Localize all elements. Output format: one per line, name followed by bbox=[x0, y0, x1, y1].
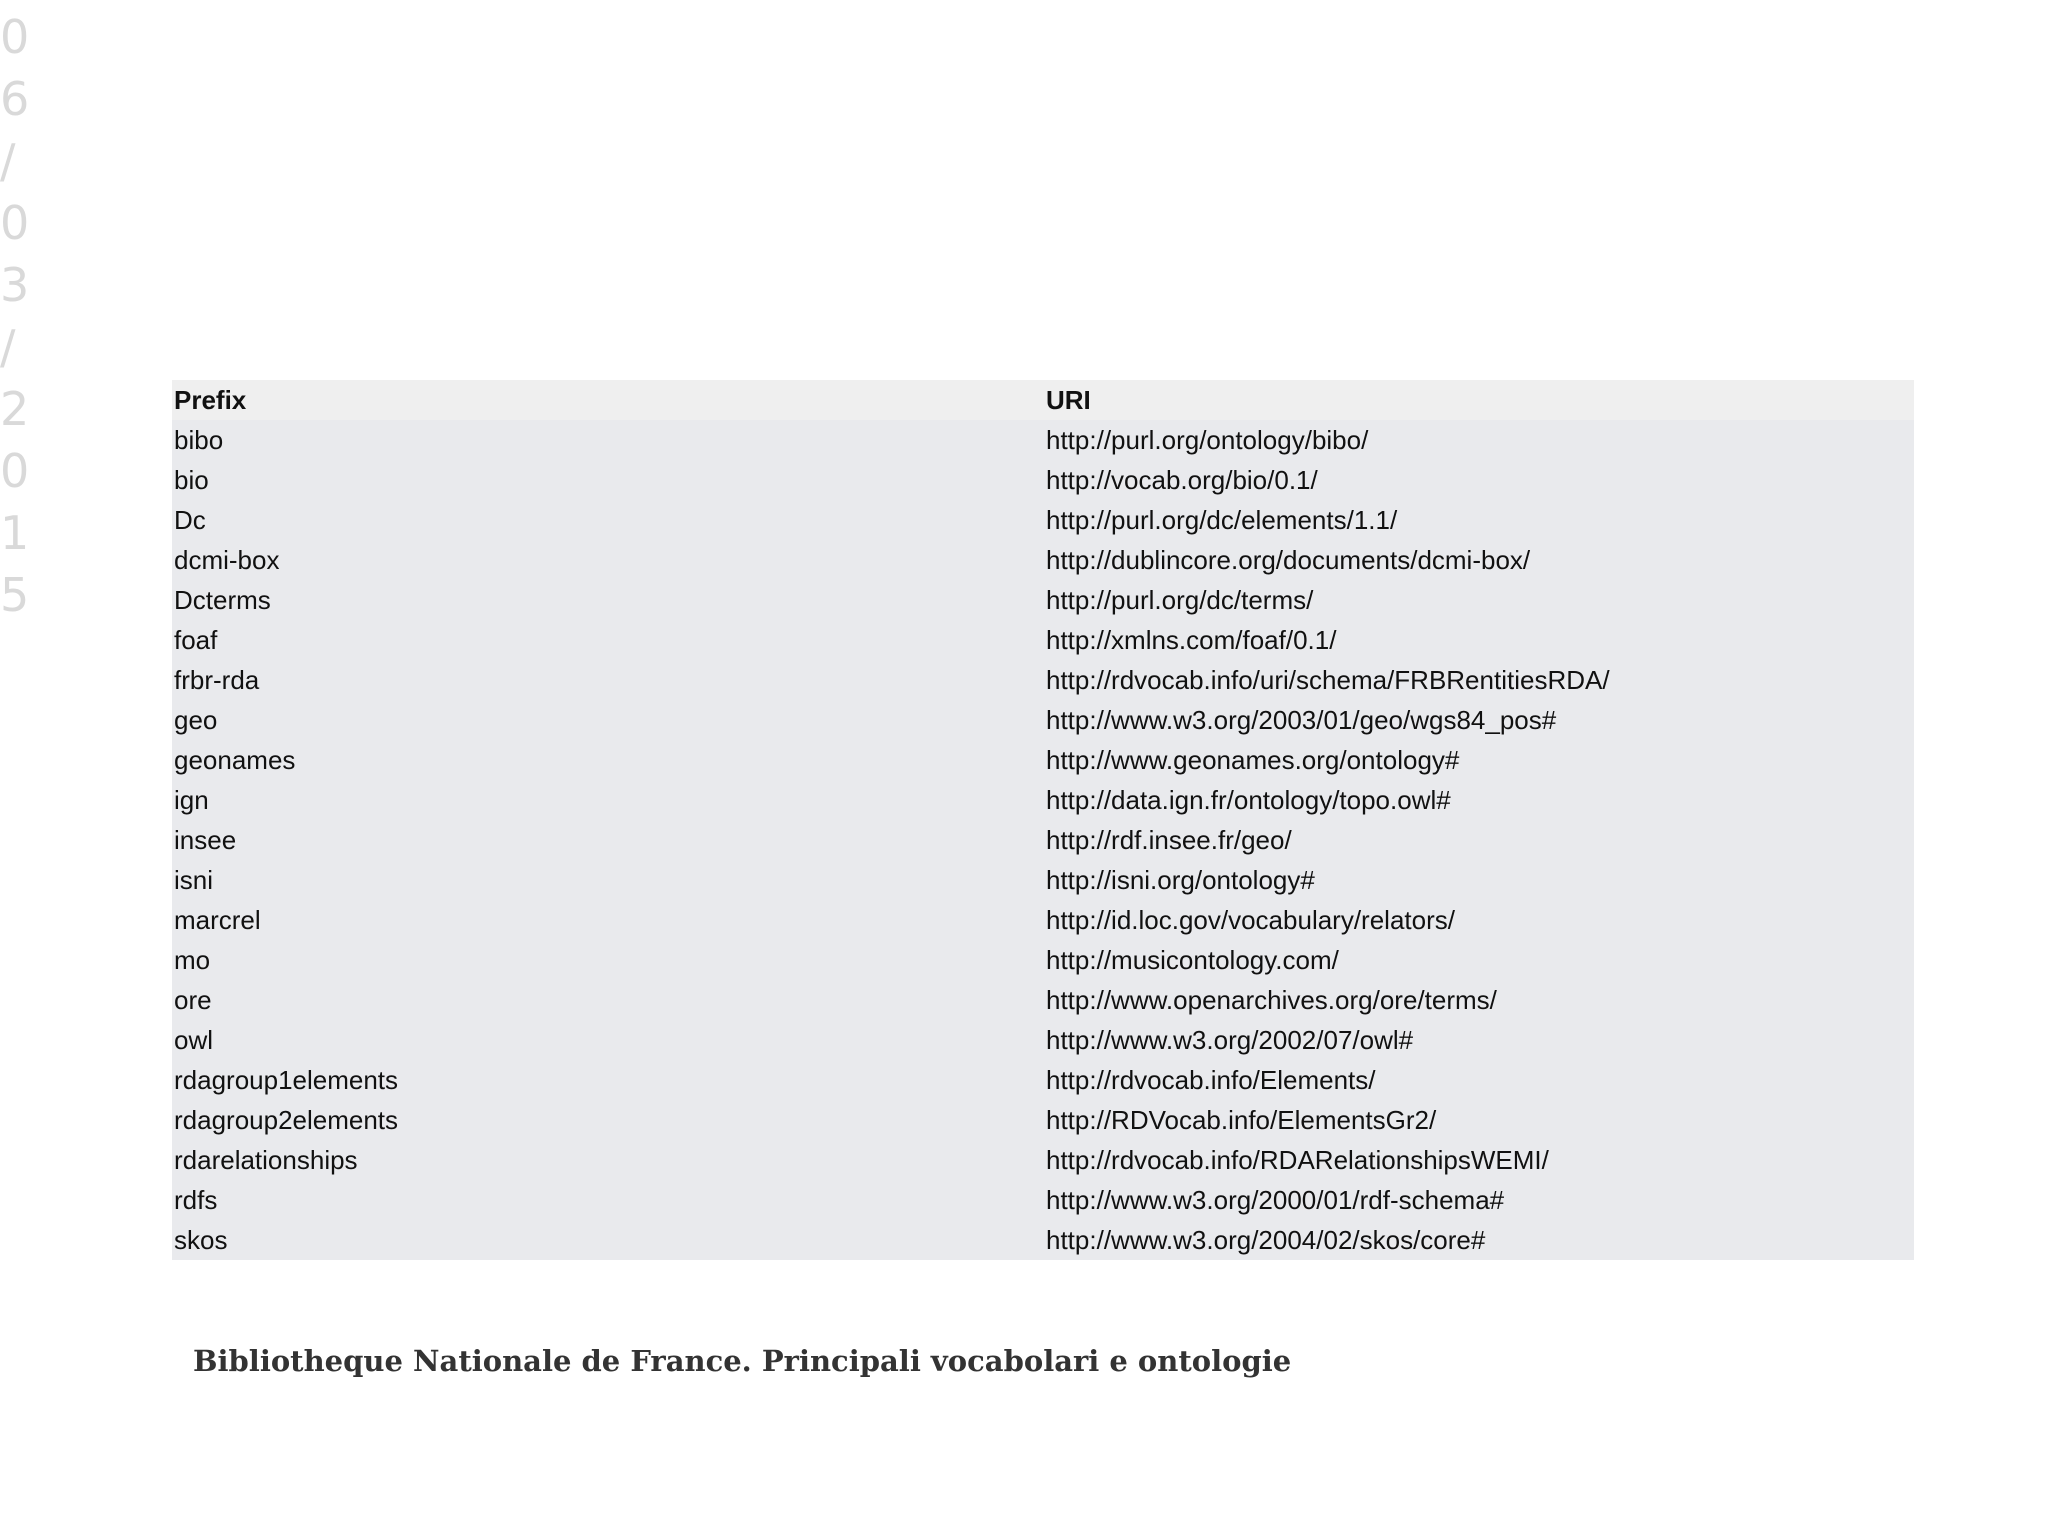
cell-prefix: mo bbox=[174, 945, 211, 975]
cell-prefix: bio bbox=[174, 465, 209, 495]
cell-uri: http://dublincore.org/documents/dcmi-box/ bbox=[1046, 545, 1531, 575]
cell-uri: http://www.openarchives.org/ore/terms/ bbox=[1046, 985, 1497, 1015]
table-row bbox=[172, 1220, 1914, 1260]
cell-uri: http://purl.org/dc/terms/ bbox=[1046, 585, 1314, 615]
cell-prefix: owl bbox=[174, 1025, 214, 1055]
cell-prefix: rdagroup1elements bbox=[174, 1065, 399, 1095]
cell-uri: http://RDVocab.info/ElementsGr2/ bbox=[1046, 1105, 1437, 1135]
cell-prefix: foaf bbox=[174, 625, 218, 655]
slide-date-char: 0 bbox=[0, 196, 30, 250]
table-row bbox=[172, 980, 1914, 1020]
slide-date-char: 1 bbox=[0, 506, 30, 560]
vocabulary-table bbox=[172, 380, 1914, 1260]
cell-prefix: ign bbox=[174, 785, 209, 815]
table-row bbox=[172, 740, 1914, 780]
cell-uri: http://isni.org/ontology# bbox=[1046, 865, 1315, 895]
cell-prefix: skos bbox=[174, 1225, 228, 1255]
cell-uri: http://www.w3.org/2004/02/skos/core# bbox=[1046, 1225, 1486, 1255]
header-prefix: Prefix bbox=[174, 385, 247, 415]
table-row bbox=[172, 820, 1914, 860]
slide-date bbox=[0, 6, 30, 626]
cell-prefix: insee bbox=[174, 825, 237, 855]
cell-prefix: geonames bbox=[174, 745, 296, 775]
cell-uri: http://www.w3.org/2002/07/owl# bbox=[1046, 1025, 1414, 1055]
cell-uri: http://purl.org/ontology/bibo/ bbox=[1046, 425, 1369, 455]
cell-uri: http://rdvocab.info/RDARelationshipsWEMI/ bbox=[1046, 1145, 1549, 1175]
slide-date-char: / bbox=[0, 320, 16, 374]
table-row bbox=[172, 660, 1914, 700]
cell-prefix: isni bbox=[174, 865, 214, 895]
cell-prefix: frbr-rda bbox=[174, 665, 260, 695]
table-row bbox=[172, 540, 1914, 580]
cell-uri: http://rdvocab.info/uri/schema/FRBRentitiesRDA/ bbox=[1046, 665, 1610, 695]
cell-uri: http://www.w3.org/2000/01/rdf-schema# bbox=[1046, 1185, 1505, 1215]
table-row bbox=[172, 620, 1914, 660]
cell-uri: http://www.geonames.org/ontology# bbox=[1046, 745, 1460, 775]
table-row bbox=[172, 1140, 1914, 1180]
cell-prefix: bibo bbox=[174, 425, 224, 455]
cell-prefix: Dc bbox=[174, 505, 206, 535]
slide-date-char: 5 bbox=[0, 568, 30, 622]
table-row bbox=[172, 1020, 1914, 1060]
slide-date-char: / bbox=[0, 134, 16, 188]
cell-prefix: rdarelationships bbox=[174, 1145, 358, 1175]
table-row bbox=[172, 460, 1914, 500]
table-row bbox=[172, 500, 1914, 540]
cell-prefix: rdagroup2elements bbox=[174, 1105, 399, 1135]
table-row bbox=[172, 1060, 1914, 1100]
table-header-row bbox=[172, 380, 1914, 420]
table-row bbox=[172, 900, 1914, 940]
cell-prefix: Dcterms bbox=[174, 585, 271, 615]
cell-uri: http://xmlns.com/foaf/0.1/ bbox=[1046, 625, 1337, 655]
cell-uri: http://rdvocab.info/Elements/ bbox=[1046, 1065, 1376, 1095]
table-row bbox=[172, 580, 1914, 620]
cell-uri: http://id.loc.gov/vocabulary/relators/ bbox=[1046, 905, 1455, 935]
cell-prefix: ore bbox=[174, 985, 212, 1015]
slide-date-char: 6 bbox=[0, 72, 30, 126]
table-row bbox=[172, 860, 1914, 900]
cell-uri: http://data.ign.fr/ontology/topo.owl# bbox=[1046, 785, 1451, 815]
table-row bbox=[172, 700, 1914, 740]
cell-prefix: marcrel bbox=[174, 905, 261, 935]
table-row bbox=[172, 420, 1914, 460]
cell-uri: http://www.w3.org/2003/01/geo/wgs84_pos# bbox=[1046, 705, 1557, 735]
cell-uri: http://rdf.insee.fr/geo/ bbox=[1046, 825, 1292, 855]
table-row bbox=[172, 1180, 1914, 1220]
cell-uri: http://purl.org/dc/elements/1.1/ bbox=[1046, 505, 1398, 535]
cell-prefix: rdfs bbox=[174, 1185, 218, 1215]
slide-date-char: 3 bbox=[0, 258, 30, 312]
slide-date-char: 0 bbox=[0, 444, 30, 498]
slide-date-char: 2 bbox=[0, 382, 30, 436]
vocabulary-table-container bbox=[172, 380, 1914, 1260]
slide-caption: Bibliotheque Nationale de France. Principali vocabolari e ontologie bbox=[193, 1344, 1292, 1378]
header-uri: URI bbox=[1046, 385, 1091, 415]
slide-date-char: 0 bbox=[0, 10, 30, 64]
table-row bbox=[172, 940, 1914, 980]
table-body bbox=[172, 420, 1914, 1260]
cell-prefix: dcmi-box bbox=[174, 545, 280, 575]
cell-prefix: geo bbox=[174, 705, 218, 735]
cell-uri: http://vocab.org/bio/0.1/ bbox=[1046, 465, 1318, 495]
cell-uri: http://musicontology.com/ bbox=[1046, 945, 1339, 975]
table-row bbox=[172, 1100, 1914, 1140]
table-row bbox=[172, 780, 1914, 820]
